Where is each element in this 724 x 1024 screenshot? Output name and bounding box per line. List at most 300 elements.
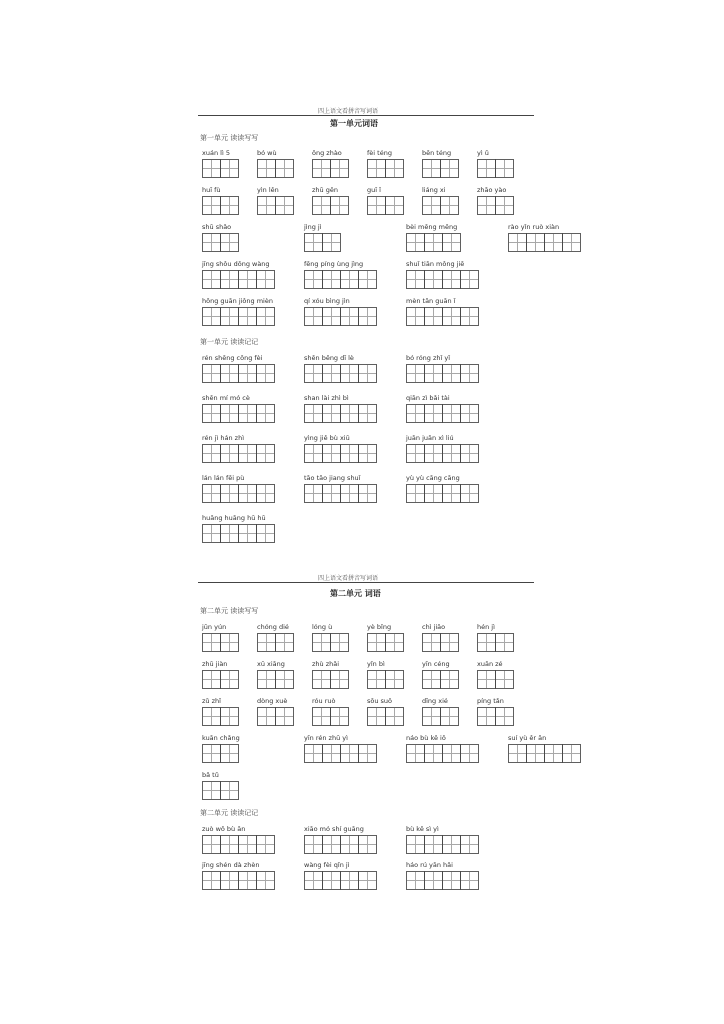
writing-box[interactable]	[312, 707, 331, 726]
writing-box[interactable]	[495, 196, 514, 215]
writing-box[interactable]	[442, 744, 461, 763]
writing-grid	[257, 159, 293, 178]
writing-box[interactable]	[477, 670, 496, 689]
writing-box[interactable]	[422, 196, 441, 215]
pinyin-label: huī fù	[202, 186, 221, 194]
writing-grid	[477, 159, 513, 178]
writing-box[interactable]	[340, 444, 359, 463]
writing-box[interactable]	[257, 196, 276, 215]
writing-box[interactable]	[312, 159, 331, 178]
writing-box[interactable]	[322, 484, 341, 503]
writing-box[interactable]	[358, 835, 377, 854]
word-item	[202, 622, 238, 652]
word-item	[312, 185, 348, 215]
writing-box[interactable]	[275, 707, 294, 726]
writing-box[interactable]	[358, 444, 377, 463]
word-item	[202, 824, 274, 854]
pinyin-label: zhū gěn	[312, 186, 338, 194]
writing-box[interactable]	[406, 270, 425, 289]
word-item	[202, 296, 274, 326]
writing-box[interactable]	[257, 159, 276, 178]
pinyin-label: náo bù kě iǒ	[406, 734, 446, 742]
writing-box[interactable]	[220, 524, 239, 543]
page-header: 四上语文看拼音写词语	[318, 575, 379, 582]
writing-box[interactable]	[340, 307, 359, 326]
writing-box[interactable]	[275, 159, 294, 178]
writing-box[interactable]	[422, 633, 441, 652]
writing-box[interactable]	[440, 707, 459, 726]
word-item	[202, 513, 274, 543]
writing-box[interactable]	[202, 744, 221, 763]
writing-box[interactable]	[202, 835, 221, 854]
writing-box[interactable]	[238, 444, 257, 463]
writing-box[interactable]	[424, 404, 443, 423]
writing-grid	[304, 484, 376, 503]
writing-grid	[202, 871, 274, 890]
writing-box[interactable]	[460, 404, 479, 423]
word-item	[477, 185, 513, 215]
pinyin-label: bǎ tǔ	[202, 771, 219, 779]
writing-grid	[257, 196, 293, 215]
writing-box[interactable]	[257, 707, 276, 726]
writing-box[interactable]	[220, 835, 239, 854]
writing-box[interactable]	[424, 835, 443, 854]
pinyin-label: lóng ù	[312, 623, 333, 631]
word-item	[367, 148, 403, 178]
writing-box[interactable]	[460, 835, 479, 854]
writing-box[interactable]	[257, 670, 276, 689]
writing-box[interactable]	[460, 444, 479, 463]
writing-box[interactable]	[202, 196, 221, 215]
word-item	[202, 222, 238, 252]
writing-box[interactable]	[424, 233, 443, 252]
writing-box[interactable]	[495, 707, 514, 726]
writing-box[interactable]	[330, 707, 349, 726]
writing-box[interactable]	[238, 871, 257, 890]
writing-grid	[202, 404, 274, 423]
writing-box[interactable]	[220, 270, 239, 289]
pinyin-label: yì ǔ	[477, 149, 489, 157]
writing-grid	[202, 196, 238, 215]
writing-grid	[257, 670, 293, 689]
writing-grid	[202, 835, 274, 854]
writing-box[interactable]	[256, 404, 275, 423]
writing-box[interactable]	[406, 364, 425, 383]
writing-box[interactable]	[220, 233, 239, 252]
pinyin-label: rào yǐn ruò xiàn	[508, 223, 560, 231]
writing-grid	[367, 159, 403, 178]
writing-box[interactable]	[477, 196, 496, 215]
pinyin-label: mèn tān guān ǐ	[406, 297, 456, 305]
pinyin-label: yù yù cāng cāng	[406, 474, 460, 482]
writing-box[interactable]	[442, 270, 461, 289]
writing-box[interactable]	[562, 233, 581, 252]
writing-grid	[312, 633, 348, 652]
writing-box[interactable]	[238, 270, 257, 289]
pinyin-label: fēng píng ùng jìng	[304, 260, 364, 268]
writing-box[interactable]	[202, 444, 221, 463]
writing-box[interactable]	[406, 233, 425, 252]
writing-box[interactable]	[238, 404, 257, 423]
writing-grid	[202, 484, 274, 503]
writing-box[interactable]	[358, 364, 377, 383]
writing-box[interactable]	[477, 707, 496, 726]
writing-box[interactable]	[340, 871, 359, 890]
writing-box[interactable]	[385, 159, 404, 178]
writing-box[interactable]	[238, 307, 257, 326]
writing-box[interactable]	[202, 307, 221, 326]
writing-box[interactable]	[367, 633, 386, 652]
writing-box[interactable]	[422, 707, 441, 726]
writing-grid	[304, 835, 376, 854]
writing-box[interactable]	[202, 871, 221, 890]
writing-box[interactable]	[256, 871, 275, 890]
writing-box[interactable]	[340, 835, 359, 854]
writing-box[interactable]	[322, 835, 341, 854]
writing-grid	[257, 633, 293, 652]
pinyin-label: yìng jiě bù xiū	[304, 434, 350, 442]
word-item	[367, 696, 403, 726]
word-item	[257, 622, 293, 652]
writing-box[interactable]	[304, 270, 323, 289]
pinyin-label: suí yù ěr ān	[508, 734, 547, 742]
writing-box[interactable]	[440, 159, 459, 178]
word-item	[422, 659, 458, 689]
writing-box[interactable]	[220, 404, 239, 423]
writing-box[interactable]	[460, 744, 479, 763]
writing-box[interactable]	[358, 404, 377, 423]
writing-box[interactable]	[312, 670, 331, 689]
writing-grid	[202, 307, 274, 326]
writing-box[interactable]	[304, 404, 323, 423]
page-title: 第一单元词语	[330, 119, 378, 128]
writing-box[interactable]	[202, 670, 221, 689]
writing-box[interactable]	[202, 524, 221, 543]
writing-box[interactable]	[424, 270, 443, 289]
writing-box[interactable]	[220, 364, 239, 383]
word-item	[312, 148, 348, 178]
writing-box[interactable]	[367, 670, 386, 689]
writing-box[interactable]	[406, 444, 425, 463]
writing-box[interactable]	[424, 444, 443, 463]
writing-box[interactable]	[442, 307, 461, 326]
writing-box[interactable]	[275, 670, 294, 689]
writing-box[interactable]	[508, 233, 527, 252]
writing-box[interactable]	[238, 524, 257, 543]
writing-box[interactable]	[367, 159, 386, 178]
writing-box[interactable]	[312, 196, 331, 215]
pinyin-label: rén shēng cōng fèi	[202, 354, 263, 362]
writing-box[interactable]	[312, 633, 331, 652]
writing-box[interactable]	[495, 670, 514, 689]
writing-box[interactable]	[460, 364, 479, 383]
pinyin-label: zhù zhǎi	[312, 660, 340, 668]
writing-grid	[422, 670, 458, 689]
pinyin-label: yīn céng	[422, 660, 450, 668]
writing-box[interactable]	[442, 444, 461, 463]
writing-box[interactable]	[424, 307, 443, 326]
writing-box[interactable]	[257, 633, 276, 652]
writing-box[interactable]	[440, 670, 459, 689]
writing-box[interactable]	[340, 270, 359, 289]
writing-box[interactable]	[385, 670, 404, 689]
word-item	[304, 433, 376, 463]
writing-box[interactable]	[358, 270, 377, 289]
writing-box[interactable]	[442, 835, 461, 854]
writing-box[interactable]	[460, 484, 479, 503]
writing-box[interactable]	[385, 707, 404, 726]
pinyin-label: hōng guān jiǒng mièn	[202, 297, 273, 305]
writing-grid	[304, 364, 376, 383]
writing-box[interactable]	[477, 159, 496, 178]
writing-box[interactable]	[275, 633, 294, 652]
writing-box[interactable]	[202, 404, 221, 423]
writing-box[interactable]	[304, 233, 323, 252]
writing-box[interactable]	[322, 744, 341, 763]
writing-box[interactable]	[330, 670, 349, 689]
writing-box[interactable]	[304, 871, 323, 890]
writing-box[interactable]	[256, 444, 275, 463]
writing-box[interactable]	[275, 196, 294, 215]
writing-box[interactable]	[340, 404, 359, 423]
writing-box[interactable]	[202, 270, 221, 289]
pinyin-label: shēn mí mó cè	[202, 394, 250, 402]
writing-box[interactable]	[220, 159, 239, 178]
pinyin-label: xiāo mó shí guāng	[304, 825, 364, 833]
writing-box[interactable]	[202, 484, 221, 503]
writing-box[interactable]	[424, 364, 443, 383]
pinyin-label: hén jì	[477, 623, 495, 631]
word-item	[406, 393, 478, 423]
writing-box[interactable]	[202, 233, 221, 252]
writing-box[interactable]	[322, 270, 341, 289]
word-item	[304, 860, 376, 890]
writing-box[interactable]	[220, 633, 239, 652]
writing-box[interactable]	[422, 670, 441, 689]
writing-grid	[367, 707, 403, 726]
writing-box[interactable]	[385, 196, 404, 215]
writing-grid	[406, 444, 478, 463]
pinyin-label: yè bǐng	[367, 623, 392, 631]
writing-box[interactable]	[322, 404, 341, 423]
pinyin-label: fèi téng	[367, 149, 392, 157]
word-item	[422, 622, 458, 652]
writing-box[interactable]	[220, 871, 239, 890]
writing-box[interactable]	[220, 707, 239, 726]
writing-box[interactable]	[304, 444, 323, 463]
writing-box[interactable]	[460, 270, 479, 289]
writing-box[interactable]	[358, 484, 377, 503]
writing-box[interactable]	[424, 484, 443, 503]
pinyin-label: lán lán fēi pù	[202, 474, 245, 482]
writing-box[interactable]	[406, 484, 425, 503]
writing-box[interactable]	[202, 159, 221, 178]
pinyin-label: dīng xié	[422, 697, 448, 705]
pinyin-label: dòng xuè	[257, 697, 288, 705]
writing-grid	[257, 707, 293, 726]
pinyin-label: zhāo yào	[477, 186, 507, 194]
writing-box[interactable]	[442, 484, 461, 503]
writing-grid	[406, 233, 460, 252]
writing-grid	[202, 364, 274, 383]
writing-box[interactable]	[202, 707, 221, 726]
writing-box[interactable]	[495, 633, 514, 652]
pinyin-label: jūn yún	[202, 623, 227, 631]
writing-grid	[202, 159, 238, 178]
writing-box[interactable]	[442, 404, 461, 423]
writing-box[interactable]	[424, 871, 443, 890]
writing-box[interactable]	[544, 233, 563, 252]
writing-box[interactable]	[256, 364, 275, 383]
writing-box[interactable]	[220, 307, 239, 326]
word-item	[367, 622, 403, 652]
pinyin-label: yīn rén zhū yì	[304, 734, 348, 742]
writing-box[interactable]	[367, 707, 386, 726]
writing-box[interactable]	[238, 484, 257, 503]
word-item	[257, 185, 293, 215]
writing-box[interactable]	[440, 196, 459, 215]
pinyin-label: píng tǎn	[477, 697, 504, 705]
writing-box[interactable]	[495, 159, 514, 178]
writing-box[interactable]	[422, 159, 441, 178]
word-item	[312, 659, 348, 689]
writing-box[interactable]	[526, 744, 545, 763]
writing-box[interactable]	[562, 744, 581, 763]
word-item	[202, 185, 238, 215]
writing-grid	[312, 159, 348, 178]
writing-box[interactable]	[322, 444, 341, 463]
writing-grid	[406, 484, 478, 503]
writing-grid	[304, 404, 376, 423]
writing-box[interactable]	[406, 404, 425, 423]
word-item	[312, 622, 348, 652]
writing-grid	[508, 233, 580, 252]
writing-box[interactable]	[220, 670, 239, 689]
writing-box[interactable]	[256, 307, 275, 326]
writing-box[interactable]	[508, 744, 527, 763]
word-item	[304, 824, 376, 854]
writing-grid	[367, 670, 403, 689]
word-item	[508, 733, 580, 763]
writing-box[interactable]	[460, 871, 479, 890]
writing-box[interactable]	[526, 233, 545, 252]
writing-box[interactable]	[220, 484, 239, 503]
pinyin-label: chóng dié	[257, 623, 289, 631]
pinyin-label: zhū jiàn	[202, 660, 228, 668]
section-heading: 第二单元 读读写写	[200, 607, 259, 615]
word-item	[304, 473, 376, 503]
writing-grid	[202, 670, 238, 689]
writing-grid	[406, 364, 478, 383]
writing-box[interactable]	[322, 871, 341, 890]
writing-box[interactable]	[367, 196, 386, 215]
writing-grid	[304, 307, 376, 326]
writing-box[interactable]	[304, 307, 323, 326]
pinyin-label: shēn bēng dī lè	[304, 354, 354, 362]
writing-box[interactable]	[406, 835, 425, 854]
writing-box[interactable]	[340, 364, 359, 383]
writing-box[interactable]	[322, 233, 341, 252]
section-heading: 第二单元 读读记记	[200, 809, 259, 817]
writing-box[interactable]	[358, 307, 377, 326]
header-rule	[198, 582, 534, 583]
writing-box[interactable]	[406, 307, 425, 326]
word-item	[312, 696, 348, 726]
writing-box[interactable]	[220, 744, 239, 763]
writing-box[interactable]	[322, 307, 341, 326]
pinyin-label: huāng huāng hū hū	[202, 514, 266, 522]
writing-grid	[202, 233, 238, 252]
writing-box[interactable]	[340, 484, 359, 503]
writing-box[interactable]	[304, 484, 323, 503]
word-item	[257, 696, 293, 726]
word-item	[406, 259, 478, 289]
writing-box[interactable]	[322, 364, 341, 383]
word-item	[406, 222, 460, 252]
word-item	[202, 473, 274, 503]
writing-box[interactable]	[330, 159, 349, 178]
writing-grid	[312, 670, 348, 689]
writing-grid	[367, 196, 403, 215]
writing-box[interactable]	[202, 781, 221, 800]
writing-box[interactable]	[477, 633, 496, 652]
writing-box[interactable]	[442, 364, 461, 383]
pinyin-label: bó wù	[257, 149, 277, 157]
writing-grid	[422, 159, 458, 178]
writing-box[interactable]	[406, 744, 425, 763]
writing-box[interactable]	[220, 781, 239, 800]
writing-box[interactable]	[256, 524, 275, 543]
pinyin-label: rén jì hán zhì	[202, 434, 245, 442]
writing-box[interactable]	[358, 871, 377, 890]
writing-box[interactable]	[330, 633, 349, 652]
writing-box[interactable]	[202, 364, 221, 383]
writing-grid	[304, 871, 376, 890]
writing-box[interactable]	[460, 307, 479, 326]
writing-box[interactable]	[340, 744, 359, 763]
writing-box[interactable]	[202, 633, 221, 652]
pinyin-label: háo rú yān hǎi	[406, 861, 453, 869]
page-header: 四上语文看拼音写词语	[318, 108, 379, 115]
writing-box[interactable]	[424, 744, 443, 763]
pinyin-label: zǔ zhǐ	[202, 697, 221, 705]
writing-box[interactable]	[330, 196, 349, 215]
writing-box[interactable]	[406, 871, 425, 890]
writing-box[interactable]	[385, 633, 404, 652]
writing-box[interactable]	[442, 871, 461, 890]
pinyin-label: zuò wǒ bù ān	[202, 825, 246, 833]
writing-box[interactable]	[304, 364, 323, 383]
writing-grid	[477, 633, 513, 652]
writing-box[interactable]	[220, 444, 239, 463]
writing-box[interactable]	[304, 744, 323, 763]
writing-box[interactable]	[442, 233, 461, 252]
writing-box[interactable]	[440, 633, 459, 652]
writing-box[interactable]	[544, 744, 563, 763]
writing-grid	[508, 744, 580, 763]
writing-box[interactable]	[358, 744, 377, 763]
writing-box[interactable]	[256, 835, 275, 854]
writing-box[interactable]	[304, 835, 323, 854]
writing-box[interactable]	[238, 364, 257, 383]
pinyin-label: juān juān xì liú	[406, 434, 454, 442]
writing-box[interactable]	[238, 835, 257, 854]
writing-box[interactable]	[256, 484, 275, 503]
writing-grid	[367, 633, 403, 652]
writing-box[interactable]	[256, 270, 275, 289]
writing-grid	[406, 744, 478, 763]
writing-box[interactable]	[220, 196, 239, 215]
